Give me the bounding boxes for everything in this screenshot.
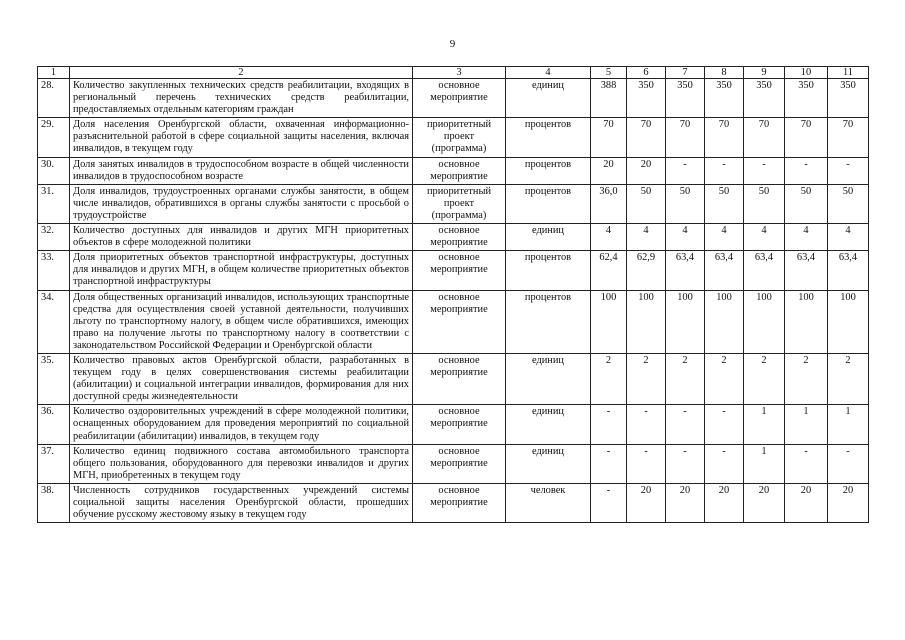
value-cell: 350 xyxy=(666,79,705,118)
indicator-name: Доля занятых инвалидов в трудоспособном возрасте в общей численности инвалидов в трудоспособном возрасте xyxy=(70,157,413,184)
header-cell: 6 xyxy=(627,67,666,79)
table-row xyxy=(38,157,869,184)
value-cell: 100 xyxy=(785,290,828,353)
row-number: 35. xyxy=(38,353,70,404)
value-cell: 36,0 xyxy=(591,184,627,223)
header-cell: 2 xyxy=(70,67,413,79)
value-cell: 20 xyxy=(627,157,666,184)
indicator-name: Количество закупленных технических средств реабилитации, входящих в региональный перечень технических средств реабилитации, предоставляемых отдельным категориям граждан xyxy=(70,79,413,118)
value-cell: 20 xyxy=(591,157,627,184)
indicators-table xyxy=(37,66,869,523)
header-cell: 8 xyxy=(705,67,744,79)
value-cell: 350 xyxy=(785,79,828,118)
indicator-type: приоритетный проект (программа) xyxy=(413,184,506,223)
value-cell: 350 xyxy=(705,79,744,118)
value-cell: 70 xyxy=(591,118,627,157)
value-cell: 50 xyxy=(666,184,705,223)
indicator-name: Численность сотрудников государственных учреждений системы социальной защиты населения Оренбургской области, прошедших обучение русскому жестовому языку в текущем году xyxy=(70,483,413,522)
indicator-name: Доля приоритетных объектов транспортной инфраструктуры, доступных для инвалидов и других МГН, в общем количестве приоритетных объектов транспортной инфраструктуры xyxy=(70,251,413,290)
value-cell: - xyxy=(666,444,705,483)
table-row xyxy=(38,405,869,444)
value-cell: 62,9 xyxy=(627,251,666,290)
header-cell: 11 xyxy=(828,67,869,79)
header-cell: 3 xyxy=(413,67,506,79)
value-cell: 350 xyxy=(627,79,666,118)
value-cell: - xyxy=(785,444,828,483)
value-cell: 70 xyxy=(785,118,828,157)
header-row xyxy=(38,67,869,79)
unit-of-measure: человек xyxy=(506,483,591,522)
value-cell: 4 xyxy=(666,224,705,251)
value-cell: - xyxy=(785,157,828,184)
value-cell: 1 xyxy=(744,405,785,444)
value-cell: 1 xyxy=(744,444,785,483)
unit-of-measure: единиц xyxy=(506,353,591,404)
indicator-name: Количество доступных для инвалидов и других МГН приоритетных объектов в сфере молодежной политики xyxy=(70,224,413,251)
indicator-type: приоритетный проект (программа) xyxy=(413,118,506,157)
value-cell: 50 xyxy=(785,184,828,223)
header-cell: 9 xyxy=(744,67,785,79)
value-cell: 63,4 xyxy=(785,251,828,290)
value-cell: 4 xyxy=(785,224,828,251)
indicator-type: основное мероприятие xyxy=(413,353,506,404)
table-row xyxy=(38,224,869,251)
value-cell: 100 xyxy=(744,290,785,353)
unit-of-measure: процентов xyxy=(506,290,591,353)
value-cell: 20 xyxy=(785,483,828,522)
indicator-name: Количество оздоровительных учреждений в сфере молодежной политики, оснащенных оборудованием для проведения мероприятий по социальной реабилитации (абилитации) инвалидов, в текущем году xyxy=(70,405,413,444)
value-cell: 70 xyxy=(666,118,705,157)
value-cell: - xyxy=(591,405,627,444)
value-cell: 50 xyxy=(828,184,869,223)
header-cell: 7 xyxy=(666,67,705,79)
value-cell: - xyxy=(591,483,627,522)
table-row xyxy=(38,483,869,522)
indicator-name: Количество правовых актов Оренбургской области, разработанных в текущем году в целях совершенствования системы реабилитации (абилитации) и социальной интеграции инвалидов, формирования для них доступной среды жизнедеятельности xyxy=(70,353,413,404)
value-cell: 2 xyxy=(828,353,869,404)
value-cell: 20 xyxy=(744,483,785,522)
value-cell: - xyxy=(744,157,785,184)
value-cell: 63,4 xyxy=(744,251,785,290)
value-cell: 63,4 xyxy=(666,251,705,290)
value-cell: - xyxy=(627,405,666,444)
value-cell: 100 xyxy=(666,290,705,353)
header-cell: 4 xyxy=(506,67,591,79)
row-number: 32. xyxy=(38,224,70,251)
value-cell: - xyxy=(828,157,869,184)
unit-of-measure: единиц xyxy=(506,444,591,483)
value-cell: 2 xyxy=(591,353,627,404)
table-row xyxy=(38,290,869,353)
table-row xyxy=(38,118,869,157)
value-cell: 2 xyxy=(705,353,744,404)
unit-of-measure: единиц xyxy=(506,79,591,118)
value-cell: 4 xyxy=(627,224,666,251)
row-number: 34. xyxy=(38,290,70,353)
page-number: 9 xyxy=(449,38,456,50)
unit-of-measure: процентов xyxy=(506,157,591,184)
table-row xyxy=(38,251,869,290)
unit-of-measure: единиц xyxy=(506,405,591,444)
row-number: 37. xyxy=(38,444,70,483)
value-cell: 62,4 xyxy=(591,251,627,290)
value-cell: 70 xyxy=(744,118,785,157)
row-number: 36. xyxy=(38,405,70,444)
value-cell: 100 xyxy=(627,290,666,353)
value-cell: 1 xyxy=(785,405,828,444)
indicator-type: основное мероприятие xyxy=(413,224,506,251)
value-cell: 350 xyxy=(828,79,869,118)
value-cell: - xyxy=(591,444,627,483)
indicator-name: Доля инвалидов, трудоустроенных органами службы занятости, в общем числе инвалидов, обратившихся в органы службы занятости с просьбой о трудоустройстве xyxy=(70,184,413,223)
table-row xyxy=(38,79,869,118)
value-cell: 2 xyxy=(744,353,785,404)
value-cell: 4 xyxy=(591,224,627,251)
indicator-type: основное мероприятие xyxy=(413,444,506,483)
value-cell: 70 xyxy=(705,118,744,157)
indicator-type: основное мероприятие xyxy=(413,79,506,118)
indicator-type: основное мероприятие xyxy=(413,483,506,522)
table-row xyxy=(38,184,869,223)
value-cell: - xyxy=(666,157,705,184)
value-cell: 50 xyxy=(627,184,666,223)
indicator-name: Доля населения Оренбургской области, охваченная информационно-разъяснительной работой в сфере социальной защиты населения, включая инвалидов, в текущем году xyxy=(70,118,413,157)
indicator-type: основное мероприятие xyxy=(413,251,506,290)
value-cell: 50 xyxy=(744,184,785,223)
header-cell: 10 xyxy=(785,67,828,79)
value-cell: 20 xyxy=(705,483,744,522)
row-number: 30. xyxy=(38,157,70,184)
value-cell: 4 xyxy=(828,224,869,251)
value-cell: - xyxy=(705,444,744,483)
unit-of-measure: единиц xyxy=(506,224,591,251)
row-number: 38. xyxy=(38,483,70,522)
indicator-type: основное мероприятие xyxy=(413,405,506,444)
value-cell: 1 xyxy=(828,405,869,444)
value-cell: 20 xyxy=(627,483,666,522)
value-cell: - xyxy=(627,444,666,483)
value-cell: - xyxy=(828,444,869,483)
value-cell: 100 xyxy=(705,290,744,353)
unit-of-measure: процентов xyxy=(506,251,591,290)
value-cell: 350 xyxy=(744,79,785,118)
indicator-type: основное мероприятие xyxy=(413,157,506,184)
row-number: 31. xyxy=(38,184,70,223)
table-row xyxy=(38,444,869,483)
table-row xyxy=(38,353,869,404)
value-cell: - xyxy=(705,405,744,444)
indicator-type: основное мероприятие xyxy=(413,290,506,353)
unit-of-measure: процентов xyxy=(506,184,591,223)
value-cell: 20 xyxy=(666,483,705,522)
row-number: 28. xyxy=(38,79,70,118)
value-cell: 4 xyxy=(744,224,785,251)
value-cell: 100 xyxy=(591,290,627,353)
value-cell: 2 xyxy=(666,353,705,404)
indicator-name: Доля общественных организаций инвалидов, использующих транспортные средства для осуществления своей уставной деятельности, получивших льготу по транспортному налогу, в общем числе обратившихся, имеющих право на получение льготы по транспортному налогу в соответствии с законодательством Российской Федерации и Оренбургской области xyxy=(70,290,413,353)
value-cell: 70 xyxy=(828,118,869,157)
header-cell: 5 xyxy=(591,67,627,79)
value-cell: - xyxy=(705,157,744,184)
value-cell: 388 xyxy=(591,79,627,118)
value-cell: 63,4 xyxy=(828,251,869,290)
row-number: 33. xyxy=(38,251,70,290)
row-number: 29. xyxy=(38,118,70,157)
value-cell: 4 xyxy=(705,224,744,251)
value-cell: 50 xyxy=(705,184,744,223)
header-cell: 1 xyxy=(38,67,70,79)
value-cell: 100 xyxy=(828,290,869,353)
value-cell: - xyxy=(666,405,705,444)
value-cell: 2 xyxy=(785,353,828,404)
value-cell: 2 xyxy=(627,353,666,404)
value-cell: 70 xyxy=(627,118,666,157)
indicator-name: Количество единиц подвижного состава автомобильного транспорта общего пользования, оборудованного для перевозки инвалидов и других МГН, приобретенных в текущем году xyxy=(70,444,413,483)
value-cell: 63,4 xyxy=(705,251,744,290)
unit-of-measure: процентов xyxy=(506,118,591,157)
value-cell: 20 xyxy=(828,483,869,522)
